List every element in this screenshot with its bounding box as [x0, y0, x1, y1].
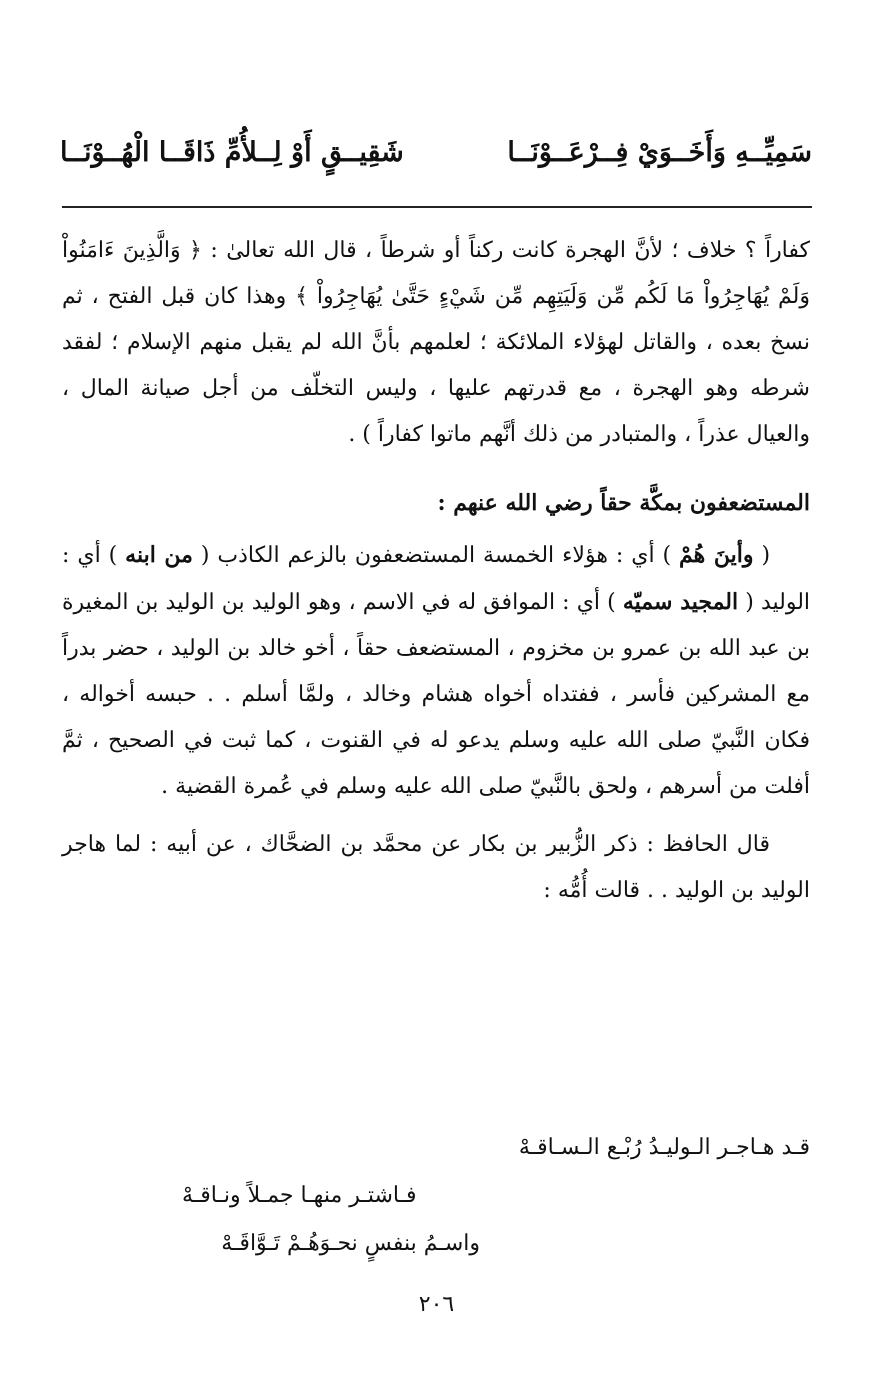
page-number: ٢٠٦ — [418, 1292, 455, 1317]
section-heading: المستضعفون بمكَّة حقاً رضي الله عنهم : — [437, 490, 810, 516]
header-verse-right-hemistich: سَمِيِّــهِ وَأَخَــوَيْ فِــرْعَــوْنَــا — [507, 136, 812, 168]
quoted-verse-word: وأينَ هُمْ — [679, 542, 754, 568]
text-run: ) أي : هؤلاء الخمسة المستضعفون بالزعم الكاذب ( — [192, 543, 680, 568]
commentary-body — [62, 228, 810, 914]
header-verse — [60, 128, 812, 176]
poem-line-1: قـد هـاجـر الـوليـدُ رُبْـع الـسـاقـهْ — [518, 1135, 810, 1160]
paragraph-hijra: كفاراً ؟ خلاف ؛ لأنَّ الهجرة كانت ركناً أو شرطاً ، قال الله تعالىٰ : ﴿ وَالَّذِينَ ءَامَنُواْ وَلَمْ يُهَاجِرُواْ مَا لَكُم مِّن وَلَيَتِهِم مِّن شَيْءٍ حَتَّىٰ يُهَاجِرُواْ ﴾ وهذا كان قبل الفتح ، ثم نسخ بعده ، والقاتل لهؤلاء الملائكة ؛ لعلمهم بأنَّ الله لم يقبل منهم الإسلام ؛ لفقد شرطه وهو الهجرة ، مع قدرتهم عليها ، وليس التخلّف من أجل صيانة المال ، والعيال عذراً ، والمتبادر من ذلك أنَّهم ماتوا كفاراً ) . — [62, 238, 810, 447]
text-run: ) أي : الوليد ( — [62, 543, 811, 615]
paragraph-hafiz: قال الحافظ : ذكر الزُّبير بن بكار عن محمَّد بن الضحَّاك ، عن أبيه : لما هاجر الوليد بن الوليد . . قالت أُمُّه : — [62, 832, 810, 903]
poem — [62, 1124, 810, 1268]
header-divider — [62, 206, 812, 208]
text-run: ( — [753, 543, 771, 568]
quoted-verse-word: المجيد سميّه — [622, 589, 739, 615]
poem-line-3: واسـمُ بنفسٍ نحـوَهُـمْ تَـوَّاقَـهْ — [221, 1231, 480, 1256]
text-run: ) أي : الموافق له في الاسم ، وهو الوليد بن الوليد بن المغيرة بن عبد الله بن عمرو بن مخزوم ، المستضعف حقاً ، أخو خالد بن الوليد ، حضر بدراً مع المشركين فأسر ، ففتداه أخواه هشام وخالد ، ولمَّا أسلم . . حبسه أخواله ، فكان النَّبيّ صلى الله عليه وسلم يدعو له في القنوت ، كما ثبت في الصحيح ، ثمَّ أفلت من أسرهم ، ولحق بالنَّبيّ صلى الله عليه وسلم في عُمرة القضية . — [62, 590, 810, 799]
paragraph-walid — [62, 532, 810, 810]
poem-line-2: فـاشتـر منهـا جمـلاً ونـاقـهْ — [182, 1183, 417, 1208]
quoted-verse-word: من ابنه — [125, 542, 193, 568]
header-verse-left-hemistich: شَقِيــقٍ أَوْ لِــلأُمِّ ذَاقَــا الْهُــوْنَــا — [60, 136, 404, 168]
